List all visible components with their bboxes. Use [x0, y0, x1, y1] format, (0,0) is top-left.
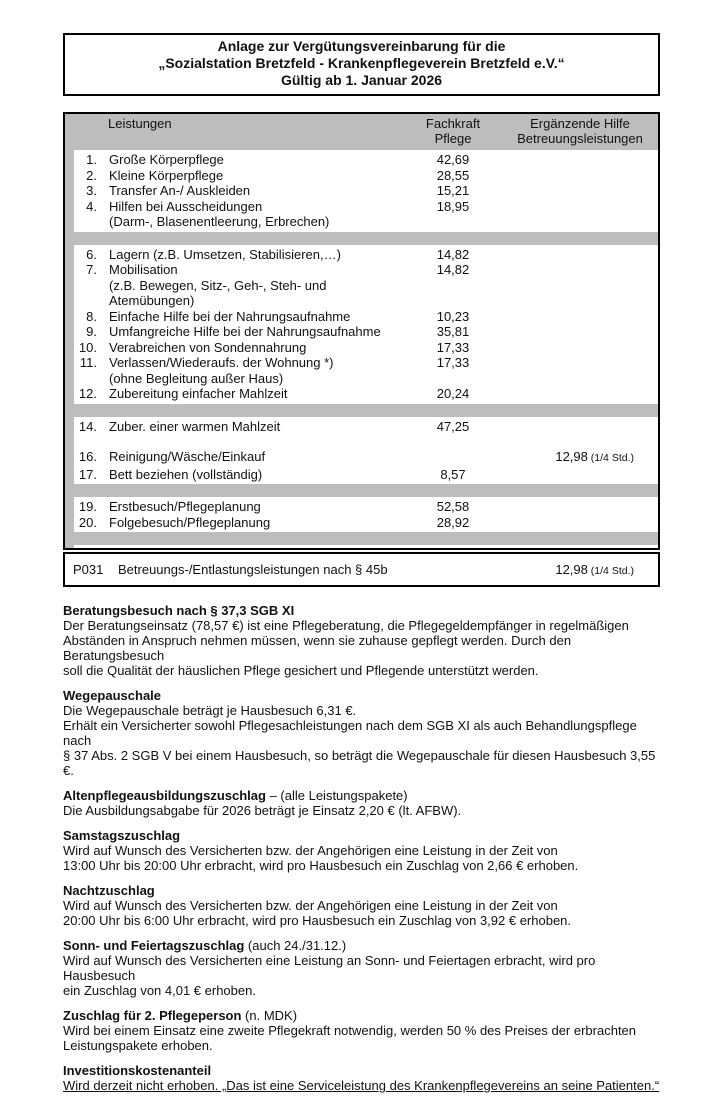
- row-label: Bett beziehen (vollständig): [109, 466, 263, 482]
- row-sublabel: (ohne Begleitung außer Haus): [109, 370, 284, 386]
- table-header-row: [65, 114, 658, 150]
- section-text-line: Wird auf Wunsch des Versicherten bzw. der Angehörigen eine Leistung in der Zeit von: [63, 843, 558, 858]
- section-heading: [63, 788, 660, 803]
- row-label: Einfache Hilfe bei der Nahrungsaufnahme: [109, 308, 351, 324]
- table-row-subline: [65, 371, 658, 387]
- table-row: [65, 324, 658, 340]
- row-number: 14.: [78, 418, 97, 434]
- row-value-fachkraft: 35,81: [436, 324, 470, 339]
- section-heading: [63, 828, 660, 843]
- row-value-ergaenzend: [508, 355, 658, 371]
- table-row: [65, 199, 658, 215]
- table-row: [65, 419, 658, 435]
- row-value-ergaenzend: [508, 324, 658, 340]
- info-section: [63, 603, 660, 678]
- row-value-ergaenzend: [508, 309, 658, 325]
- section-text-line: Wird auf Wunsch des Versicherten eine Leistung an Sonn- und Feiertagen erbracht, wird pro Hausbesuch: [63, 953, 596, 983]
- section-heading: [63, 883, 660, 898]
- row-number: 1.: [86, 152, 97, 167]
- row-label: Verlassen/Wiederaufs. der Wohnung *): [109, 355, 334, 370]
- section-text-line: Leistungspakete erhoben.: [63, 1038, 213, 1053]
- row-number: 3.: [86, 183, 97, 198]
- document-content: [63, 33, 660, 1103]
- row-value-ergaenzend-empty: [508, 214, 658, 230]
- row-value-fachkraft: 15,21: [436, 183, 470, 198]
- row-value-ergaenzend: [508, 499, 658, 515]
- section-text-line: Die Ausbildungsabgabe für 2026 beträgt je Einsatz 2,20 € (lt. AFBW).: [63, 803, 462, 818]
- row-value-ergaenzend: [508, 152, 658, 168]
- row-value-ergaenzend: [508, 386, 658, 402]
- section-heading: [63, 688, 660, 703]
- row-number: 16.: [78, 449, 97, 464]
- section-title: Samstagszuschlag: [63, 828, 181, 843]
- section-title: Beratungsbesuch nach § 37,3 SGB XI: [63, 603, 295, 618]
- info-section: [63, 828, 660, 873]
- section-text-line: Abständen in Anspruch nehmen müssen, wenn sie zuhause gepflegt werden. Durch den Beratungsbesuch: [63, 633, 572, 663]
- row-value-fachkraft: 17,33: [436, 355, 470, 370]
- section-title: Nachtzuschlag: [63, 883, 155, 898]
- section-text-line: Wird bei einem Einsatz eine zweite Pflegekraft notwendig, werden 50 % des Preises der erbrachten: [63, 1023, 637, 1038]
- table-row: [65, 386, 658, 402]
- table-row: [65, 168, 658, 184]
- row-value-ergaenzend-empty: [508, 278, 658, 309]
- row-value-ergaenzend: [508, 419, 658, 435]
- section-heading: [63, 938, 660, 953]
- section-heading: [63, 603, 660, 618]
- row-label: Kleine Körperpflege: [109, 167, 224, 183]
- table-row: [65, 152, 658, 168]
- column-header-fachkraft-line2: Pflege: [434, 131, 472, 146]
- section-text-line: 20:00 Uhr bis 6:00 Uhr erbracht, wird pro Hausbesuch ein Zuschlag von 3,92 € erhoben.: [63, 913, 572, 928]
- section-title-suffix: – (alle Leistungspakete): [265, 788, 408, 803]
- row-value-fachkraft: 20,24: [436, 386, 470, 401]
- row-number: 9.: [86, 324, 97, 339]
- row-value-fachkraft: 17,33: [436, 339, 470, 355]
- row-number: 19.: [78, 499, 97, 514]
- info-section: [63, 938, 660, 998]
- row-value-fachkraft: 8,57: [440, 466, 466, 482]
- row-label: Hilfen bei Ausscheidungen: [109, 198, 263, 214]
- table-row: [65, 262, 658, 278]
- row-number: 10.: [78, 339, 97, 355]
- row-number: 11.: [79, 355, 97, 370]
- row-value-fachkraft: 42,69: [436, 152, 470, 167]
- section-text-line: 13:00 Uhr bis 20:00 Uhr erbracht, wird pro Hausbesuch ein Zuschlag von 2,66 € erhoben.: [63, 858, 579, 873]
- section-text-line: § 37 Abs. 2 SGB V bei einem Hausbesuch, so beträgt die Wegepauschale für diesen Hausbesuch 3,55 €.: [63, 748, 656, 778]
- section-title-suffix: (auch 24./31.12.): [244, 938, 347, 953]
- info-section: [63, 688, 660, 778]
- column-header-ergaenzende: [508, 116, 658, 146]
- row-value-ergaenzend: [508, 168, 658, 184]
- p031-unit: (1/4 Std.): [587, 565, 634, 577]
- title-line-3: Gültig ab 1. Januar 2026: [280, 72, 443, 88]
- p031-row: [63, 552, 660, 587]
- p031-amount: 12,98: [555, 562, 588, 577]
- table-separator-band: [65, 484, 658, 497]
- info-sections: [63, 603, 660, 1093]
- table-row: [65, 499, 658, 515]
- table-blank-row: [65, 434, 658, 449]
- column-header-fachkraft: [398, 116, 508, 146]
- row-number: 17.: [78, 466, 97, 482]
- column-header-ergaenzende-line1: Ergänzende Hilfe: [530, 116, 630, 131]
- info-section: [63, 1008, 660, 1053]
- table-row: [65, 183, 658, 199]
- section-text-line: soll die Qualität der häuslichen Pflege gesichert und Pflegende unterstützt werden.: [63, 663, 539, 678]
- section-title: Investitionskostenanteil: [63, 1063, 212, 1078]
- table-row-subline: [65, 278, 658, 309]
- info-section: [63, 883, 660, 928]
- row-value-fachkraft: [398, 449, 508, 467]
- column-header-services: Leistungen: [108, 116, 172, 131]
- row-value-fachkraft: 18,95: [436, 198, 470, 214]
- row-value-ergaenzend-empty: [508, 371, 658, 387]
- table-row-subline: [65, 214, 658, 230]
- ergaenzend-amount: 12,98: [555, 449, 588, 464]
- row-value-fachkraft: 14,82: [436, 262, 470, 277]
- row-label: Große Körperpflege: [109, 152, 224, 167]
- info-section: [63, 1063, 660, 1093]
- section-title-suffix: (n. MDK): [241, 1008, 298, 1023]
- table-rows: [65, 150, 658, 548]
- row-value-fachkraft-empty: [398, 371, 508, 387]
- row-number: 20.: [78, 514, 97, 530]
- row-number: 4.: [86, 198, 97, 214]
- row-number: 2.: [86, 167, 97, 183]
- section-title: Wegepauschale: [63, 688, 162, 703]
- row-number: 12.: [78, 386, 97, 401]
- row-value-ergaenzend: [508, 340, 658, 356]
- row-value-fachkraft: 28,55: [436, 167, 470, 183]
- section-title: Sonn- und Feiertagszuschlag: [63, 938, 245, 953]
- row-label: Erstbesuch/Pflegeplanung: [109, 499, 261, 514]
- row-value-ergaenzend: [508, 449, 658, 467]
- section-text-line: Erhält ein Versicherter sowohl Pflegesachleistungen nach dem SGB XI als auch Behandlungspflege nach: [63, 718, 637, 748]
- p031-label: Betreuungs-/Entlastungsleistungen nach § 45b: [118, 562, 388, 577]
- row-value-fachkraft-empty: [398, 214, 508, 230]
- table-row: [65, 515, 658, 531]
- table-row: [65, 247, 658, 263]
- table-left-shading: [65, 114, 74, 548]
- row-value-fachkraft: 47,25: [436, 418, 470, 434]
- row-label: Zubereitung einfacher Mahlzeit: [109, 386, 288, 401]
- section-heading: [63, 1063, 660, 1078]
- row-value-fachkraft: 14,82: [436, 246, 470, 262]
- title-line-1: Anlage zur Vergütungsvereinbarung für die: [217, 38, 506, 54]
- table-row: [65, 355, 658, 371]
- row-value-fachkraft: 28,92: [436, 514, 470, 530]
- section-title: Altenpflegeausbildungszuschlag: [63, 788, 266, 803]
- row-number: 7.: [86, 262, 97, 277]
- row-value-ergaenzend: [508, 247, 658, 263]
- row-label: Verabreichen von Sondennahrung: [109, 339, 307, 355]
- p031-value: [508, 562, 658, 577]
- services-table: [63, 112, 660, 550]
- p031-code: P031: [73, 562, 104, 577]
- section-heading: [63, 1008, 660, 1023]
- row-number: 6.: [86, 246, 97, 262]
- section-text-line: ein Zuschlag von 4,01 € erhoben.: [63, 983, 256, 998]
- ergaenzend-unit: (1/4 Std.): [587, 452, 634, 464]
- row-sublabel: (Darm-, Blasenentleerung, Erbrechen): [109, 214, 330, 229]
- table-separator-band: [65, 404, 658, 417]
- table-separator-band: [65, 232, 658, 245]
- row-label: Lagern (z.B. Umsetzen, Stabilisieren,…): [109, 246, 341, 262]
- section-text-line: Wird derzeit nicht erhoben. „Das ist eine Serviceleistung des Krankenpflegevereins an seine Patienten.“: [63, 1078, 660, 1093]
- row-value-fachkraft: 10,23: [436, 308, 470, 324]
- row-value-ergaenzend: [508, 515, 658, 531]
- row-label: Zuber. einer warmen Mahlzeit: [109, 418, 281, 434]
- row-value-ergaenzend: [508, 467, 658, 483]
- info-section: [63, 788, 660, 818]
- column-header-ergaenzende-line2: Betreuungsleistungen: [517, 131, 643, 146]
- title-line-2: „Sozialstation Bretzfeld - Krankenpflegeverein Bretzfeld e.V.“: [158, 55, 565, 71]
- title-box: [63, 33, 660, 96]
- row-value-fachkraft-empty: [398, 278, 508, 309]
- table-row: [65, 309, 658, 325]
- row-label: Umfangreiche Hilfe bei der Nahrungsaufnahme: [109, 324, 381, 339]
- row-value-ergaenzend: [508, 262, 658, 278]
- row-label: Reinigung/Wäsche/Einkauf: [109, 449, 266, 464]
- table-separator-band: [65, 532, 658, 545]
- section-text-line: Die Wegepauschale beträgt je Hausbesuch 6,31 €.: [63, 703, 357, 718]
- table-row: [65, 449, 658, 467]
- row-label: Transfer An-/ Auskleiden: [109, 183, 251, 198]
- row-value-fachkraft: 52,58: [436, 499, 470, 514]
- table-row: [65, 467, 658, 483]
- row-label: Mobilisation: [109, 262, 178, 277]
- row-sublabel: (z.B. Bewegen, Sitz-, Geh-, Steh- und Atemübungen): [109, 277, 327, 308]
- section-text-line: Der Beratungseinsatz (78,57 €) ist eine Pflegeberatung, die Pflegegeldempfänger in regelmäßigen: [63, 618, 629, 633]
- row-value-ergaenzend: [508, 183, 658, 199]
- table-row: [65, 340, 658, 356]
- row-label: Folgebesuch/Pflegeplanung: [109, 514, 271, 530]
- section-title: Zuschlag für 2. Pflegeperson: [63, 1008, 242, 1023]
- section-text-line: Wird auf Wunsch des Versicherten bzw. der Angehörigen eine Leistung in der Zeit von: [63, 898, 558, 913]
- column-header-fachkraft-line1: Fachkraft: [425, 116, 481, 131]
- row-value-ergaenzend: [508, 199, 658, 215]
- row-number: 8.: [86, 308, 97, 324]
